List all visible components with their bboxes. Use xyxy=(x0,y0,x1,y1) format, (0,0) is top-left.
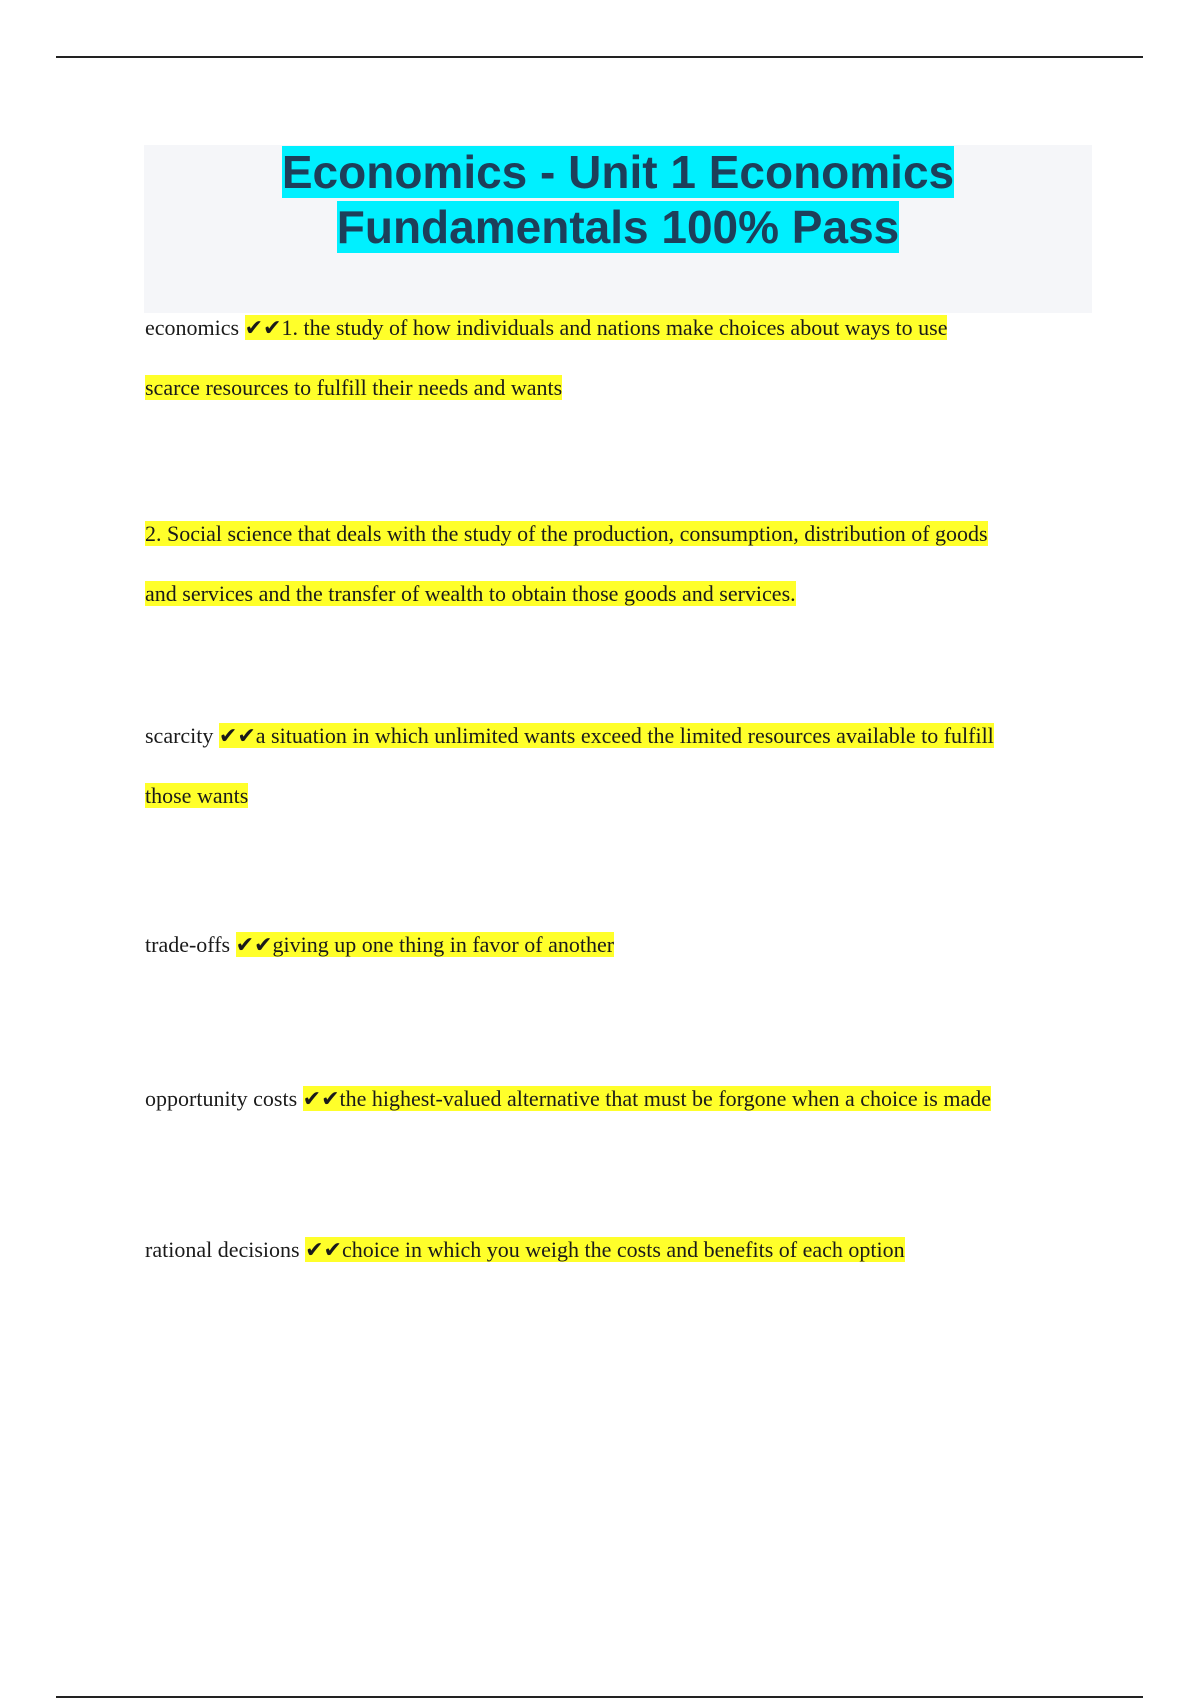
entry-line xyxy=(145,358,1085,418)
definition-highlight xyxy=(303,1086,991,1111)
checkmark-icon: ✔✔ xyxy=(235,933,273,958)
definition-text: 2. Social science that deals with the study of the production, consumption, distribution of goods xyxy=(145,521,988,546)
definition-text: the highest-valued alternative that must be forgone when a choice is made xyxy=(339,1086,991,1111)
page-title xyxy=(144,145,1092,255)
entry-line xyxy=(145,564,1085,624)
term-label: economics xyxy=(145,315,245,340)
footer-rule xyxy=(56,1696,1143,1698)
definition-text: scarce resources to fulfill their needs and wants xyxy=(145,375,563,400)
entry-line xyxy=(145,504,1085,564)
checkmark-icon: ✔✔ xyxy=(305,1238,342,1263)
definition-text: 1. the study of how individuals and nations make choices about ways to use xyxy=(281,315,948,340)
entry-opportunity-costs xyxy=(145,1069,1085,1129)
entry-line xyxy=(145,766,1085,826)
entry-economics-2 xyxy=(145,504,1085,624)
definition-highlight xyxy=(236,932,614,957)
term-label: scarcity xyxy=(145,723,219,748)
definition-highlight xyxy=(245,315,948,340)
checkmark-icon: ✔✔ xyxy=(218,724,256,749)
header-rule xyxy=(56,56,1143,58)
entry-line xyxy=(145,706,1085,766)
title-line-2: Fundamentals 100% Pass xyxy=(336,201,900,253)
term-label: opportunity costs xyxy=(145,1086,303,1111)
definition-text: and services and the transfer of wealth to obtain those goods and services. xyxy=(145,581,796,606)
definition-text: those wants xyxy=(145,783,249,808)
entry-line xyxy=(145,915,1085,975)
entry-trade-offs xyxy=(145,915,1085,975)
definition-text: choice in which you weigh the costs and benefits of each option xyxy=(341,1237,905,1262)
title-block xyxy=(144,145,1092,313)
entry-scarcity xyxy=(145,706,1085,826)
entry-economics xyxy=(145,298,1085,418)
checkmark-icon: ✔✔ xyxy=(302,1087,340,1112)
definition-highlight xyxy=(219,723,994,748)
definition-text: a situation in which unlimited wants exceed the limited resources available to fulfill xyxy=(255,723,994,748)
entry-line xyxy=(145,298,1085,358)
term-label: trade-offs xyxy=(145,932,236,957)
definition-highlight xyxy=(305,1237,905,1262)
term-label: rational decisions xyxy=(145,1237,306,1262)
definition-text: giving up one thing in favor of another xyxy=(272,932,615,957)
checkmark-icon: ✔✔ xyxy=(244,316,282,341)
entry-line xyxy=(145,1069,1085,1129)
title-line-1: Economics - Unit 1 Economics xyxy=(281,146,955,198)
entry-line xyxy=(145,1220,1085,1280)
entry-rational-decisions xyxy=(145,1220,1085,1280)
